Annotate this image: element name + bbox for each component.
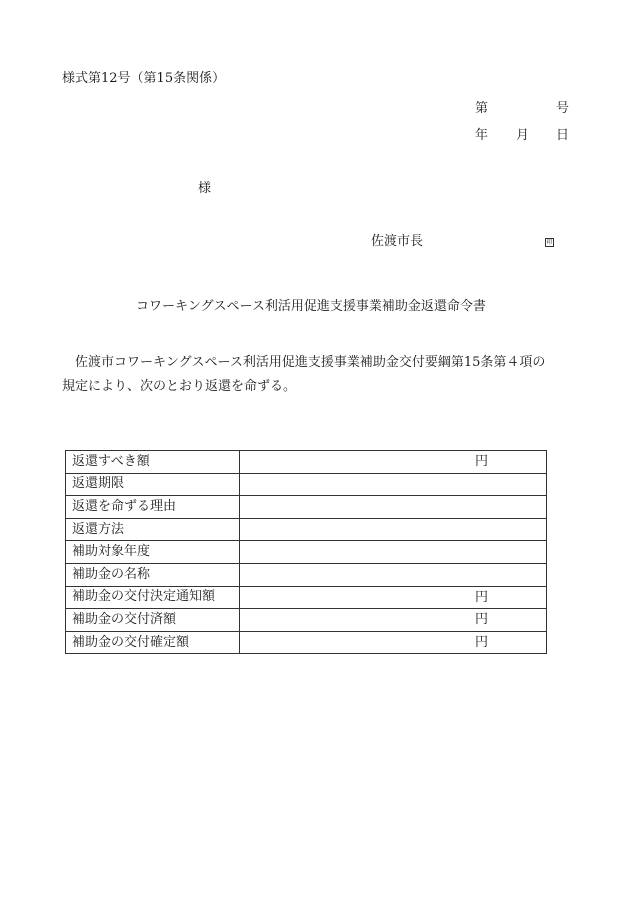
addressee-suffix: 様 bbox=[198, 181, 212, 196]
yen-unit: 円 bbox=[475, 454, 489, 469]
row-label: 補助金の交付済額 bbox=[66, 609, 240, 632]
row-label: 返還方法 bbox=[66, 518, 240, 541]
table-row bbox=[66, 563, 547, 586]
date-day: 日 bbox=[556, 128, 570, 143]
row-label: 補助金の交付確定額 bbox=[66, 631, 240, 654]
body-line-1: 佐渡市コワーキングスペース利活用促進支援事業補助金交付要綱第15条第４項の bbox=[75, 355, 546, 370]
table-row bbox=[66, 631, 547, 654]
table-row bbox=[66, 518, 547, 541]
row-label: 返還すべき額 bbox=[66, 451, 240, 474]
body-paragraph bbox=[62, 351, 562, 399]
row-value-cell[interactable] bbox=[240, 631, 547, 654]
row-value-cell[interactable] bbox=[240, 451, 547, 474]
number-prefix: 第 bbox=[475, 101, 489, 116]
document-title: コワーキングスペース利活用促進支援事業補助金返還命令書 bbox=[136, 299, 486, 314]
date-year: 年 bbox=[475, 128, 489, 143]
yen-unit: 円 bbox=[475, 612, 489, 628]
table-row bbox=[66, 541, 547, 564]
table-row bbox=[66, 451, 547, 474]
table-row bbox=[66, 586, 547, 609]
table-row bbox=[66, 496, 547, 519]
yen-unit: 円 bbox=[475, 589, 489, 605]
refund-details-table bbox=[65, 450, 547, 654]
row-label: 補助対象年度 bbox=[66, 541, 240, 564]
row-value-cell[interactable] bbox=[240, 609, 547, 632]
row-value-cell[interactable] bbox=[240, 586, 547, 609]
seal-mark: 印 bbox=[546, 239, 553, 246]
number-suffix: 号 bbox=[556, 101, 570, 116]
row-value-cell[interactable] bbox=[240, 563, 547, 586]
row-label: 補助金の名称 bbox=[66, 563, 240, 586]
issuer-name: 佐渡市長 bbox=[371, 234, 424, 249]
table-row bbox=[66, 473, 547, 496]
row-value-cell[interactable] bbox=[240, 518, 547, 541]
form-id: 様式第12号（第15条関係） bbox=[62, 71, 226, 86]
table-row bbox=[66, 609, 547, 632]
row-label: 返還を命ずる理由 bbox=[66, 496, 240, 519]
row-value-cell[interactable] bbox=[240, 473, 547, 496]
row-value-cell[interactable] bbox=[240, 541, 547, 564]
row-label: 返還期限 bbox=[66, 473, 240, 496]
date-month: 月 bbox=[516, 128, 530, 143]
row-value-cell[interactable] bbox=[240, 496, 547, 519]
row-label: 補助金の交付決定通知額 bbox=[66, 586, 240, 609]
yen-unit: 円 bbox=[475, 634, 489, 650]
body-line-2: 規定により、次のとおり返還を命ずる。 bbox=[62, 379, 297, 394]
